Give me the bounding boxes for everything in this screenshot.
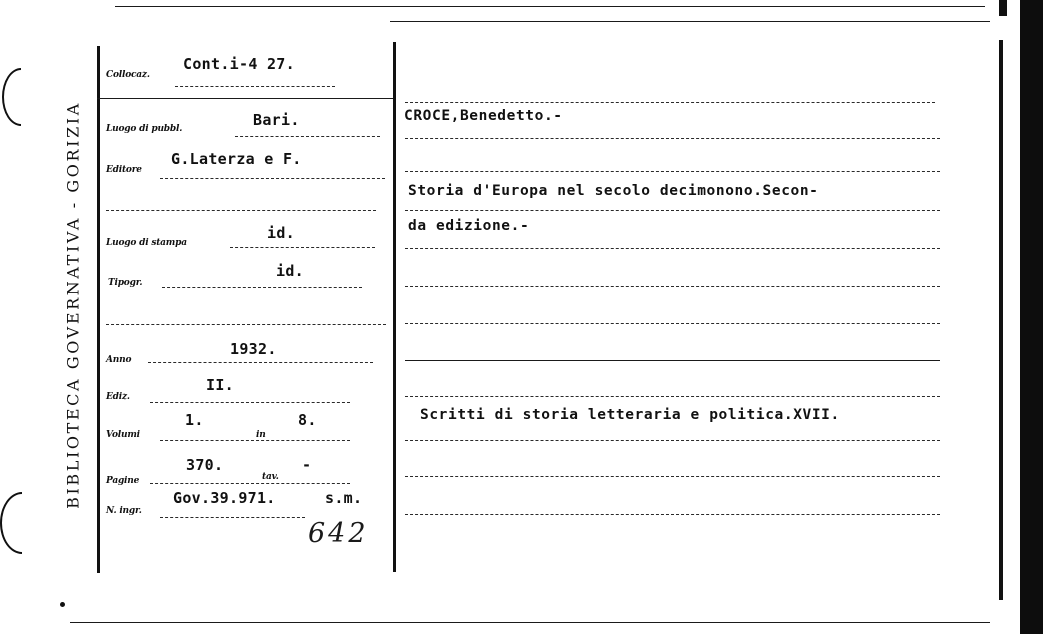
rule-right-5 xyxy=(405,248,940,249)
label-tav: tav. xyxy=(262,472,279,482)
label-anno: Anno xyxy=(106,355,132,365)
rule-anno xyxy=(148,362,373,363)
rule-right-1 xyxy=(405,102,935,103)
top-rule xyxy=(390,21,990,22)
label-n-ingr: N. ingr. xyxy=(106,506,142,516)
label-ediz: Ediz. xyxy=(106,392,130,402)
left-frame-line xyxy=(97,46,100,573)
rule-luogo-stampa xyxy=(230,247,375,248)
label-tipogr: Tipogr. xyxy=(108,278,143,288)
rule-collocazione xyxy=(175,86,335,87)
rule-tipogr-2 xyxy=(106,324,386,325)
rule-luogo-pubbl xyxy=(235,136,380,137)
rule-right-3 xyxy=(405,171,940,172)
label-luogo-stampa: Luogo di stampa xyxy=(106,238,187,248)
rule-right-4 xyxy=(405,210,940,211)
rule-pagine xyxy=(150,483,350,484)
rule-tipogr xyxy=(162,287,362,288)
label-volumi: Volumi xyxy=(106,430,140,440)
edge-mark-top xyxy=(999,0,1007,16)
value-ediz: II. xyxy=(206,376,234,394)
value-anno: 1932. xyxy=(230,340,277,358)
value-tipogr: id. xyxy=(276,262,304,280)
label-pagine: Pagine xyxy=(106,476,140,486)
value-tav: - xyxy=(302,456,312,474)
value-luogo-pubbl: Bari. xyxy=(253,111,300,129)
value-volumi: 1. xyxy=(185,411,204,429)
entry-author: CROCE,Benedetto.- xyxy=(404,108,563,124)
label-collocazione: Collocaz. xyxy=(106,70,150,80)
right-page-edge xyxy=(1020,0,1043,634)
library-stamp-text: BIBLIOTECA GOVERNATIVA - GORIZIA xyxy=(63,101,83,509)
dot-mark xyxy=(60,602,65,607)
rule-right-6 xyxy=(405,286,940,287)
value-n-ingr: Gov.39.971. xyxy=(173,489,276,507)
column-divider xyxy=(393,42,396,572)
rule-ediz xyxy=(150,402,350,403)
value-luogo-stampa: id. xyxy=(267,224,295,242)
entry-title-line2: da edizione.- xyxy=(408,218,530,234)
right-edge-line xyxy=(999,40,1003,600)
value-editore: G.Laterza e F. xyxy=(171,150,302,168)
entry-title-line1: Storia d'Europa nel secolo decimonono.Secon- xyxy=(408,183,819,199)
punch-hole-top xyxy=(2,68,40,126)
rule-right-12 xyxy=(405,514,940,515)
rule-right-11 xyxy=(405,476,940,477)
punch-hole-bottom xyxy=(0,492,44,554)
label-editore: Editore xyxy=(106,165,142,175)
label-volumi-in: in xyxy=(256,430,266,440)
rule-right-10 xyxy=(405,440,940,441)
value-n-ingr-extra: s.m. xyxy=(325,489,363,507)
label-luogo-pubbl: Luogo di pubbl. xyxy=(106,124,183,134)
rule-right-9 xyxy=(405,396,940,397)
rule-right-8 xyxy=(405,360,940,361)
rule-editore-2 xyxy=(106,210,376,211)
rule-right-2 xyxy=(405,138,940,139)
entry-series: Scritti di storia letteraria e politica.XVII. xyxy=(420,407,840,423)
rule-n-ingr xyxy=(160,517,305,518)
value-pagine: 370. xyxy=(186,456,224,474)
top-border xyxy=(115,6,985,7)
value-collocazione: Cont.i-4 27. xyxy=(183,55,295,73)
rule-right-7 xyxy=(405,323,940,324)
bottom-rule xyxy=(70,622,990,623)
rule-volumi xyxy=(160,440,350,441)
value-volumi-in: 8. xyxy=(298,411,317,429)
handwritten-number: 642 xyxy=(308,518,369,549)
rule-editore xyxy=(160,178,385,179)
rule-header xyxy=(97,98,393,99)
